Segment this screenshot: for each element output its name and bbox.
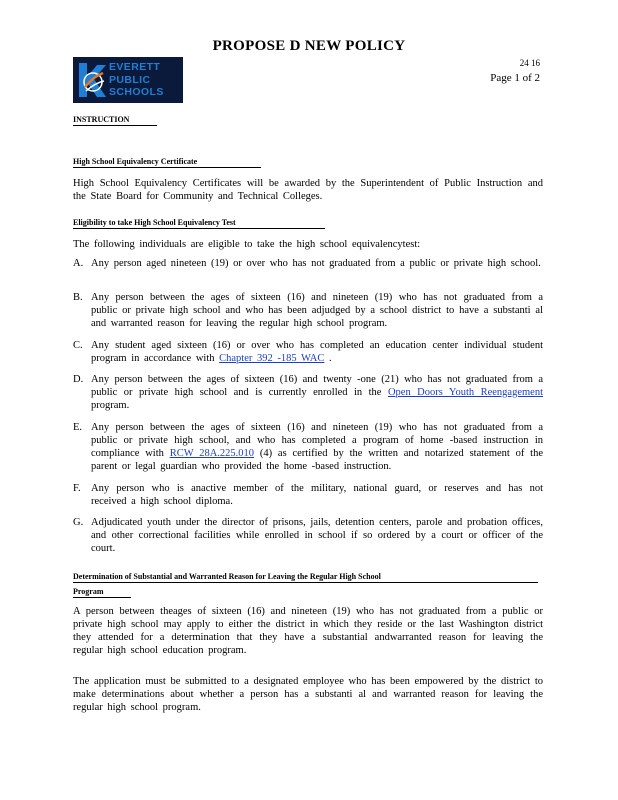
list-item-text — [91, 421, 543, 473]
list-marker: B. — [73, 292, 83, 303]
item-text-before: Any person between the ages of sixteen (16) and twenty -one (21) who has not graduated from a public or private high school and is currently enrolled in the — [91, 374, 543, 398]
list-marker: E. — [73, 422, 83, 433]
list-marker: C. — [73, 340, 83, 351]
page-indicator: Page 1 of 2 — [490, 72, 540, 84]
list-item-text — [91, 339, 543, 365]
certificate-heading: High School Equivalency Certificate — [73, 157, 261, 168]
determination-heading-cont: Program — [73, 587, 131, 598]
section-category: INSTRUCTION — [73, 115, 157, 126]
list-marker: G. — [73, 517, 84, 528]
item-text-before: Any student aged sixteen (16) or over who has completed an education center individual student program in accordance with — [91, 340, 543, 364]
eligibility-heading: Eligibility to take High School Equivalency Test — [73, 218, 325, 229]
page-title: PROPOSE D NEW POLICY — [212, 38, 406, 54]
everett-public-schools-logo — [73, 57, 183, 103]
certificate-text: High School Equivalency Certificates will be awarded by the Superintendent of Public Instruction and the State Board for Community and Technical Colleges. — [73, 178, 543, 202]
application-paragraph: The application must be submitted to a designated employee who has been empowered by the district to make determinations about whether a person has a substanti al and warranted reason for leaving the regular high school program. — [73, 676, 543, 713]
eligibility-intro: The following individuals are eligible to take the high school equivalencytest: — [73, 239, 421, 250]
list-item-text: Any person who is anactive member of the military, national guard, or reserves and has not received a high school diploma. — [91, 483, 543, 507]
rcw-link[interactable]: RCW 28A.225.010 — [169, 448, 255, 459]
list-marker: F. — [73, 483, 81, 494]
list-marker: D. — [73, 374, 84, 385]
policy-number: 24 16 — [519, 58, 540, 68]
open-doors-link[interactable]: Open Doors Youth Reengagement — [387, 387, 543, 398]
item-text-before: Any person between the ages of sixteen (16) and nineteen (19) who has not graduated from a public or private high school, and who has completed a program of home -based instruction in compliance with — [91, 422, 543, 459]
determination-paragraph: A person between theages of sixteen (16) and nineteen (19) who has not graduated from a public or private high school may apply to either the district in which they reside or the last Washington district they attended for a determination that they have a substantial andwarranted reason for leaving the regular high school education program. — [73, 606, 543, 656]
logo-line: PUBLIC — [109, 73, 151, 86]
item-text-after: . — [324, 353, 332, 364]
item-text-after: (4) as certified by the written and notarized statement of the parent or legal guardian who provided the home -based instruction. — [91, 448, 544, 472]
list-marker: A. — [73, 258, 84, 269]
logo-line: EVERETT — [109, 61, 161, 73]
list-item-text: Adjudicated youth under the director of prisons, jails, detention centers, parole and probation offices, and other correctional facilities while enrolled in school if so ordered by a court or officer of the court. — [91, 517, 543, 554]
list-item-text: Any person between the ages of sixteen (16) and nineteen (19) who has not graduated from a public or private high school and who has been adjudged by a school district to have a substanti al and warranted reason for leaving the regular high school program. — [91, 292, 543, 329]
item-text-after: program. — [91, 400, 130, 411]
logo-wordmark — [109, 61, 164, 99]
wac-chapter-link[interactable]: Chapter 392 -185 WAC — [219, 353, 325, 364]
list-item-text: Any person aged nineteen (19) or over who has not graduated from a public or private high school. — [91, 258, 541, 269]
list-item-text — [91, 373, 543, 412]
logo-line: SCHOOLS — [109, 86, 164, 98]
determination-heading: Determination of Substantial and Warranted Reason for Leaving the Regular High School — [73, 572, 538, 583]
